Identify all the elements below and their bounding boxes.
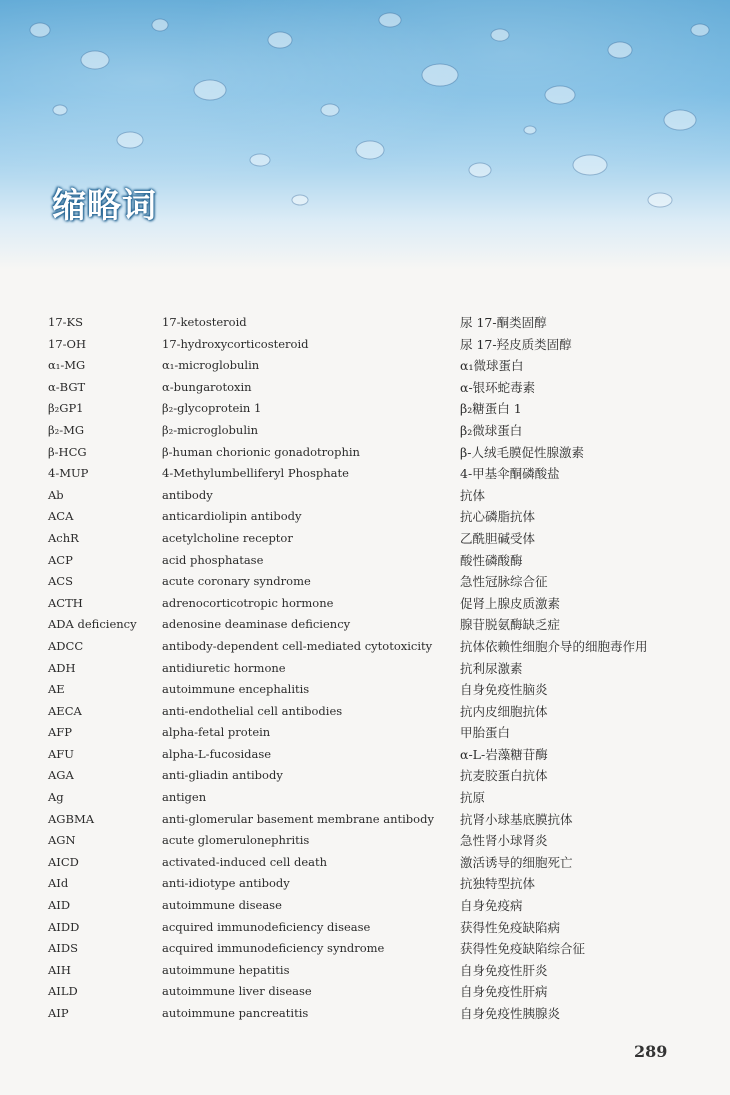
abbreviation-row	[48, 701, 698, 723]
abbreviation-row	[48, 938, 698, 960]
abbreviation: β-HCG	[48, 444, 87, 459]
abbreviation: AId	[48, 876, 69, 891]
chinese-term: 抗利尿激素	[460, 660, 523, 676]
english-term: antibody	[162, 487, 213, 502]
abbreviation: ADA deficiency	[48, 617, 137, 632]
abbreviation: AGN	[48, 833, 76, 848]
english-term: activated-induced cell death	[162, 854, 328, 869]
chinese-term: 抗原	[460, 790, 486, 806]
chinese-term: 抗内皮细胞抗体	[460, 703, 548, 719]
abbreviation: ACP	[48, 552, 73, 567]
english-term: antigen	[162, 790, 207, 805]
abbreviation-row	[48, 917, 698, 939]
abbreviation: AIP	[48, 1006, 69, 1020]
abbreviation: 4-MUP	[48, 466, 89, 481]
english-term: anti-idiotype antibody	[162, 876, 290, 891]
chinese-term: α-银环蛇毒素	[460, 379, 536, 395]
abbreviation-row	[48, 809, 698, 831]
abbreviation-row	[48, 679, 698, 701]
english-term: acetylcholine receptor	[162, 530, 293, 545]
chinese-term: 获得性免疫缺陷病	[460, 919, 561, 935]
abbreviation-row	[48, 895, 698, 917]
abbreviation-row	[48, 571, 698, 593]
english-term: acquired immunodeficiency disease	[162, 919, 371, 934]
abbreviation-row	[48, 420, 698, 442]
chinese-term: 抗肾小球基底膜抗体	[460, 811, 573, 827]
abbreviation: AE	[48, 682, 65, 697]
abbreviation-row	[48, 355, 698, 377]
english-term: alpha-fetal protein	[162, 725, 271, 740]
abbreviation-row	[48, 442, 698, 464]
english-term: 17-ketosteroid	[162, 315, 247, 329]
abbreviation-row	[48, 722, 698, 744]
abbreviation: AFP	[48, 725, 73, 740]
chinese-term: 自身免疫性胰腺炎	[460, 1006, 561, 1021]
header-banner	[0, 0, 730, 270]
abbreviation: AGA	[48, 768, 74, 783]
english-term: β₂-glycoprotein 1	[162, 401, 262, 416]
abbreviation: ADH	[48, 660, 76, 675]
abbreviation-row	[48, 550, 698, 572]
english-term: adenosine deaminase deficiency	[162, 617, 351, 632]
english-term: adrenocorticotropic hormone	[162, 595, 334, 610]
abbreviation: β₂-MG	[48, 422, 85, 437]
english-term: acid phosphatase	[162, 552, 264, 567]
abbreviation: AGBMA	[48, 811, 95, 826]
abbreviation: AchR	[48, 530, 79, 545]
english-term: β-human chorionic gonadotrophin	[162, 444, 360, 459]
abbreviation-row	[48, 463, 698, 485]
abbreviation: ACA	[48, 509, 74, 524]
abbreviation: Ag	[48, 790, 64, 805]
chinese-term: 尿 17-酮类固醇	[460, 315, 547, 330]
abbreviation: AFU	[48, 746, 74, 761]
abbreviation-row	[48, 334, 698, 356]
abbreviation: ACS	[48, 574, 73, 589]
abbreviation-row	[48, 1003, 698, 1025]
abbreviation: ADCC	[48, 638, 84, 653]
chinese-term: 自身免疫性脑炎	[460, 682, 548, 698]
abbreviation-row	[48, 377, 698, 399]
chinese-term: 急性肾小球肾炎	[460, 833, 548, 849]
abbreviation-row	[48, 636, 698, 658]
abbreviation-row	[48, 852, 698, 874]
abbreviation: AIDD	[48, 919, 80, 934]
chinese-term: α-L-岩藻糖苷酶	[460, 746, 548, 762]
chinese-term: 乙酰胆碱受体	[460, 530, 536, 546]
abbreviation-row	[48, 593, 698, 615]
abbreviation-row	[48, 485, 698, 507]
english-term: acute glomerulonephritis	[162, 833, 310, 848]
chinese-term: 抗体	[460, 487, 486, 503]
chinese-term: 激活诱导的细胞死亡	[460, 854, 573, 870]
english-term: alpha-L-fucosidase	[162, 746, 272, 761]
english-term: autoimmune pancreatitis	[162, 1006, 309, 1020]
english-term: anticardiolipin antibody	[162, 509, 302, 524]
abbreviation-row	[48, 960, 698, 982]
abbreviation-row	[48, 528, 698, 550]
english-term: β₂-microglobulin	[162, 422, 259, 437]
chinese-term: 甲胎蛋白	[460, 725, 511, 741]
abbreviation-table	[48, 312, 698, 1025]
english-term: α₁-microglobulin	[162, 358, 260, 373]
abbreviation: β₂GP1	[48, 401, 84, 416]
chinese-term: 自身免疫病	[460, 898, 523, 914]
chinese-term: 自身免疫性肝病	[460, 984, 548, 1000]
chinese-term: 抗麦胶蛋白抗体	[460, 768, 548, 784]
chinese-term: 急性冠脉综合征	[460, 574, 548, 590]
chinese-term: 抗独特型抗体	[460, 876, 536, 892]
english-term: autoimmune disease	[162, 898, 282, 913]
chinese-term: β-人绒毛膜促性腺激素	[460, 444, 584, 460]
english-term: anti-glomerular basement membrane antibody	[162, 811, 434, 826]
abbreviation-row	[48, 506, 698, 528]
abbreviation-row	[48, 312, 698, 334]
abbreviation: Ab	[48, 487, 64, 502]
page-number: 289	[634, 1042, 668, 1061]
english-term: antidiuretic hormone	[162, 660, 286, 675]
abbreviation: α₁-MG	[48, 358, 86, 373]
abbreviation: AIDS	[48, 941, 78, 956]
english-term: α-bungarotoxin	[162, 379, 252, 394]
abbreviation-row	[48, 658, 698, 680]
abbreviation: AILD	[48, 984, 78, 999]
chinese-term: 抗体依赖性细胞介导的细胞毒作用	[460, 638, 648, 654]
abbreviation: α-BGT	[48, 379, 86, 394]
abbreviation: 17-KS	[48, 315, 83, 329]
abbreviation-row	[48, 398, 698, 420]
abbreviation-row	[48, 830, 698, 852]
english-term: anti-gliadin antibody	[162, 768, 283, 783]
english-term: 4-Methylumbelliferyl Phosphate	[162, 466, 349, 481]
chinese-term: 4-甲基伞酮磷酸盐	[460, 466, 560, 482]
english-term: acquired immunodeficiency syndrome	[162, 941, 385, 956]
english-term: autoimmune liver disease	[162, 984, 312, 999]
chinese-term: β₂微球蛋白	[460, 422, 523, 438]
abbreviation-row	[48, 873, 698, 895]
chinese-term: 抗心磷脂抗体	[460, 509, 536, 525]
chinese-term: 促肾上腺皮质激素	[460, 595, 561, 611]
chinese-term: β₂糖蛋白 1	[460, 401, 522, 417]
abbreviation-row	[48, 981, 698, 1003]
abbreviation: 17-OH	[48, 336, 86, 351]
abbreviation: AECA	[48, 703, 82, 718]
abbreviation: AIH	[48, 962, 71, 977]
english-term: 17-hydroxycorticosteroid	[162, 336, 309, 351]
chinese-term: 腺苷脱氨酶缺乏症	[460, 617, 561, 633]
abbreviation-row	[48, 614, 698, 636]
english-term: anti-endothelial cell antibodies	[162, 703, 343, 718]
chinese-term: α₁微球蛋白	[460, 358, 524, 374]
chinese-term: 获得性免疫缺陷综合征	[460, 941, 586, 957]
chinese-term: 自身免疫性肝炎	[460, 962, 548, 978]
english-term: autoimmune hepatitis	[162, 962, 290, 977]
abbreviation-row	[48, 765, 698, 787]
chinese-term: 酸性磷酸酶	[460, 552, 523, 568]
english-term: autoimmune encephalitis	[162, 682, 310, 697]
abbreviation-row	[48, 744, 698, 766]
page-title: 缩略词	[52, 186, 157, 226]
abbreviation: AID	[48, 898, 71, 913]
abbreviation: AICD	[48, 854, 79, 869]
abbreviation: ACTH	[48, 595, 83, 610]
english-term: antibody-dependent cell-mediated cytotoxicity	[162, 638, 433, 653]
english-term: acute coronary syndrome	[162, 574, 311, 589]
chinese-term: 尿 17-羟皮质类固醇	[460, 336, 572, 352]
abbreviation-row	[48, 787, 698, 809]
